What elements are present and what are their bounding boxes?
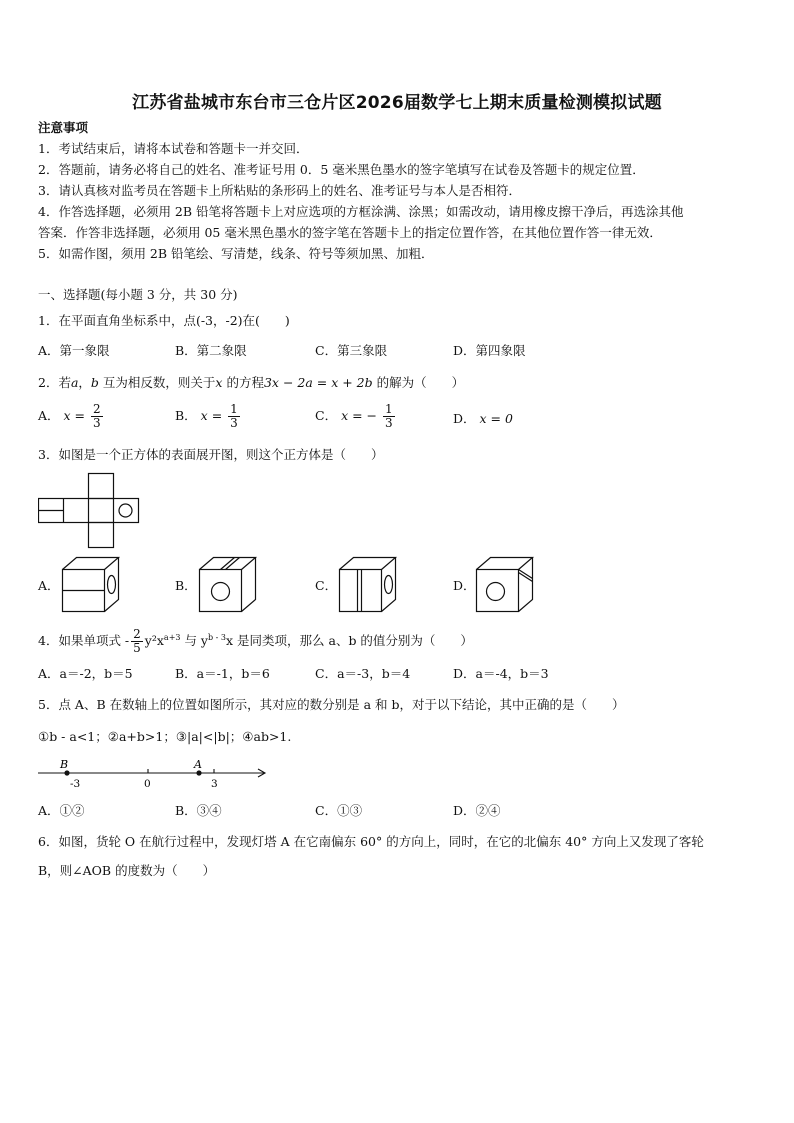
denominator: 3: [93, 416, 101, 430]
notice-item: 答案．作答非选择题，必须用 05 毫米黑色墨水的签字笔在答题卡上的指定位置作答，在其他位置作答一律无效．: [38, 225, 662, 240]
q2-equation: 3x − 2a = x + 2b: [263, 375, 373, 390]
option-lhs: x =: [341, 408, 363, 423]
numerator: 1: [385, 402, 393, 416]
q5-option-b[interactable]: B．③④: [175, 803, 222, 818]
notice-item: 5．如需作图，须用 2B 铅笔绘、写清楚，线条、符号等须加黑、加粗．: [38, 246, 434, 261]
q4-term1: y²x: [144, 633, 164, 648]
option-label: C．: [315, 408, 338, 423]
q2-option-b[interactable]: [175, 403, 242, 430]
q3-option-c[interactable]: C．: [315, 578, 338, 593]
question-2-stem: [38, 375, 464, 391]
q4-mid: 与 y: [180, 633, 208, 648]
notice-item: 1．考试结束后，请将本试卷和答题卡一并交回．: [38, 141, 309, 156]
fraction: [131, 628, 143, 655]
fraction: [91, 403, 103, 430]
option-label: D．: [453, 411, 476, 426]
numerator: 2: [133, 627, 141, 641]
q4-exponent2: b - 3: [208, 632, 226, 642]
cube-option-b-icon: [197, 555, 259, 615]
option-label: B．: [175, 408, 197, 423]
q1-option-d[interactable]: D．第四象限: [453, 343, 526, 358]
q3-option-d[interactable]: D．: [453, 578, 476, 593]
q1-option-a[interactable]: A．第一象限: [38, 343, 110, 358]
question-6-stem-line2: B，则∠AOB 的度数为（ ）: [38, 863, 216, 878]
q2-stem-mid: 互为相反数，则关于: [98, 375, 216, 390]
option-lhs: x =: [200, 408, 223, 423]
q4-option-d[interactable]: D．a＝-4，b＝3: [453, 666, 549, 681]
q2-sep: ，: [78, 375, 91, 390]
q2-option-a[interactable]: [38, 403, 105, 430]
q4-option-c[interactable]: C．a＝-3，b＝4: [315, 666, 411, 681]
notice-item: 2．答题前，请务必将自己的姓名、准考证号用 0．5 毫米黑色墨水的签字笔填写在试卷及答题卡的规定位置．: [38, 162, 645, 177]
cube-option-c-icon: [337, 555, 399, 615]
denominator: 3: [230, 416, 238, 430]
q2-stem-mid3: 的方程: [222, 375, 264, 390]
minus-sign: −: [366, 408, 378, 423]
q1-option-c[interactable]: C．第三象限: [315, 343, 388, 358]
notice-heading: 注意事项: [38, 120, 89, 135]
point-b-label: B: [60, 758, 69, 771]
fraction: [383, 403, 395, 430]
notice-item: 4．作答选择题，必须用 2B 铅笔将答题卡上对应选项的方框涂满、涂黑；如需改动，请用橡皮擦干净后，再选涂其他: [38, 204, 684, 219]
page-title: 江苏省盐城市东台市三仓片区2026届数学七上期末质量检测模拟试题: [132, 93, 662, 113]
cube-option-a-icon: [60, 555, 122, 615]
question-3-stem: 3．如图是一个正方体的表面展开图，则这个正方体是（ ）: [38, 447, 384, 462]
q2-stem-post: 的解为（ ）: [372, 375, 465, 390]
question-1-stem: 1．在平面直角坐标系中，点(-3，-2)在( ): [38, 313, 290, 328]
q4-term2: x 是同类项，那么 a、b 的值分别为（ ）: [226, 633, 473, 648]
cube-option-d-icon: [474, 555, 536, 615]
var-x: x: [215, 375, 223, 390]
q2-option-d[interactable]: [453, 411, 513, 427]
point-a-label: A: [194, 758, 202, 771]
q4-stem-pre: 4．如果单项式 -: [38, 633, 130, 648]
question-5-conditions: ①b - a<1；②a+b>1；③|a|<|b|；④ab>1.: [38, 729, 292, 744]
q5-option-a[interactable]: A．①②: [38, 803, 85, 818]
q3-option-a[interactable]: A．: [38, 578, 60, 593]
q4-option-a[interactable]: A．a＝-2，b＝5: [38, 666, 133, 681]
q4-exponent1: a+3: [163, 632, 181, 642]
point-b-marker: [64, 770, 69, 775]
section-heading: 一、选择题(每小题 3 分，共 30 分): [38, 287, 238, 302]
var-a: a: [70, 375, 79, 390]
tick-label-0: 0: [144, 778, 151, 790]
q1-option-b[interactable]: B．第二象限: [175, 343, 247, 358]
q2-option-c[interactable]: [315, 403, 397, 430]
question-4-stem: [38, 628, 473, 655]
q2-stem-pre: 2．若: [38, 375, 71, 390]
number-line-figure: [36, 756, 272, 792]
option-lhs: x =: [63, 408, 86, 423]
tick-label-3: 3: [211, 778, 218, 790]
denominator: 3: [385, 416, 393, 430]
option-label: A．: [38, 408, 60, 423]
numerator: 2: [93, 402, 101, 416]
notice-item: 3．请认真核对监考员在答题卡上所粘贴的条形码上的姓名、准考证号与本人是否相符．: [38, 183, 521, 198]
fraction: [228, 403, 240, 430]
point-a-marker: [196, 770, 201, 775]
q4-option-b[interactable]: B．a＝-1，b＝6: [175, 666, 270, 681]
var-b: b: [90, 375, 99, 390]
option-lhs: x = 0: [479, 411, 513, 426]
question-6-stem-line1: 6．如图，货轮 O 在航行过程中，发现灯塔 A 在它南偏东 60° 的方向上，同时，在它的北偏东 40° 方向上又发现了客轮: [38, 834, 704, 849]
q5-option-d[interactable]: D．②④: [453, 803, 501, 818]
tick-label-neg3: -3: [70, 778, 81, 790]
denominator: 5: [133, 641, 141, 655]
cube-net-figure: [38, 472, 140, 550]
question-5-stem: 5．点 A、B 在数轴上的位置如图所示，其对应的数分别是 a 和 b，对于以下结论，其中正确的是（ ）: [38, 697, 625, 712]
q3-option-b[interactable]: B．: [175, 578, 197, 593]
numerator: 1: [230, 402, 238, 416]
q5-option-c[interactable]: C．①③: [315, 803, 363, 818]
